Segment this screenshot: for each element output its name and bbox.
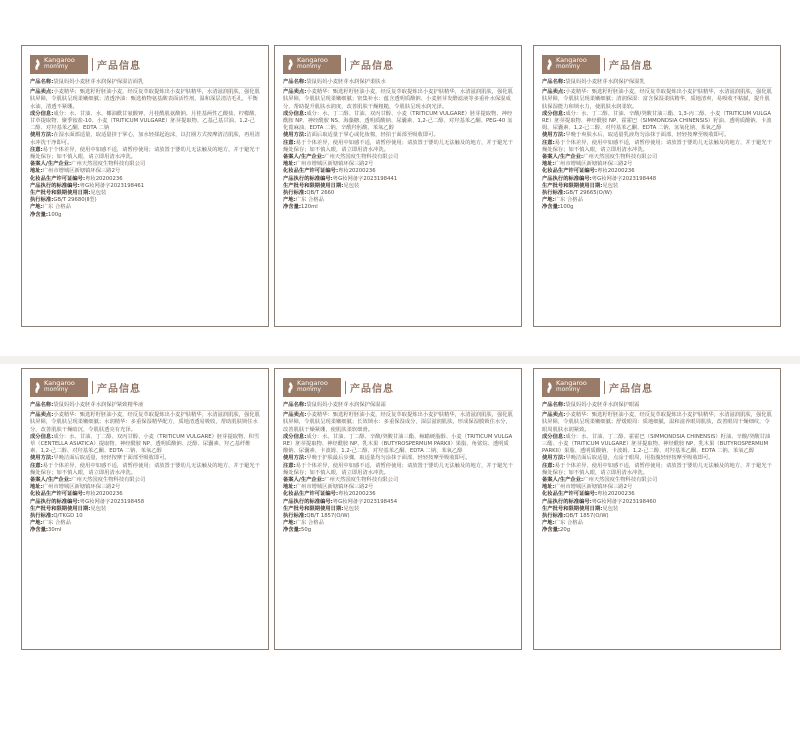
section-title: 产品信息	[97, 60, 141, 72]
header-divider	[92, 58, 93, 71]
info-row	[542, 455, 772, 462]
info-value: 小麦精华：甄选籽籽胚油小麦，经反复萃取提炼出小麦护肤精华，水清滋润肌肤，强化肌肤屏障，令肌肤呈现柔嫩细腻；舒缓眼周：质地细腻，温和滋养眼周肌肤，改善眼周干燥细纹，令眼周肌肤水润紧致。	[542, 412, 772, 433]
info-label: 成分信息:	[30, 433, 54, 440]
info-label: 净含量:	[283, 204, 302, 211]
info-label: 备案人/生产企业:	[542, 154, 584, 161]
card-header	[542, 53, 772, 75]
info-row	[30, 212, 260, 219]
info-label: 注意:	[542, 462, 555, 469]
info-value: 粤G妆网备字2023198448	[591, 175, 657, 182]
info-label: 地址:	[542, 484, 555, 491]
info-label: 产品卖点:	[283, 412, 307, 419]
info-label: 净含量:	[283, 527, 302, 534]
info-row	[30, 176, 260, 183]
kangaroo-icon	[545, 381, 554, 394]
brand-sub: mommy	[297, 387, 321, 393]
card-header	[30, 53, 260, 75]
info-row	[283, 204, 513, 211]
info-value: 广州天然国度生物科技有限公司	[583, 477, 658, 484]
header-divider	[604, 381, 605, 394]
info-value: 见包装	[602, 182, 619, 189]
info-label: 产品卖点:	[542, 412, 566, 419]
info-value: 120ml	[301, 204, 318, 211]
info-label: 生产批号和限期使用日期:	[30, 505, 91, 512]
product-card	[533, 368, 781, 650]
brand-name: Kangaroo	[556, 56, 587, 64]
brand-sub: mommy	[556, 387, 580, 393]
info-label: 备案人/生产企业:	[30, 477, 72, 484]
brand-name: Kangaroo	[297, 56, 328, 64]
info-value: 洁面后取适量于掌心或化妆棉，轻拍于面部至吸收即可。	[306, 132, 439, 139]
info-label: 产品卖点:	[542, 89, 566, 96]
info-row	[542, 132, 772, 139]
info-value: 袋鼠妈妈小麦胚芽水润保护柔肤水	[306, 79, 386, 85]
info-value: 粤妆20200236	[338, 168, 376, 175]
info-row	[283, 491, 513, 498]
info-row	[283, 527, 513, 534]
info-value: 广州天然国度生物科技有限公司	[324, 477, 399, 484]
info-label: 产品名称:	[283, 79, 307, 85]
info-label: 使用方法:	[30, 455, 54, 462]
info-row	[30, 204, 260, 211]
info-value: 粤G妆网备字2023198454	[332, 498, 398, 505]
info-row	[30, 463, 260, 477]
brand-logo	[30, 55, 88, 74]
info-value: 广州市增城区新塘镇环保三路2号	[42, 484, 121, 491]
info-value: 易于个体差异，使用中如感不适，请暂停使用；请放置于婴幼儿无法触及的地方，并于避光干燥处保存；如不慎入眼，请立即用清水冲洗。	[30, 146, 260, 161]
info-value: 粤妆20200236	[338, 491, 376, 498]
info-label: 产地:	[542, 197, 555, 204]
brand-name: Kangaroo	[44, 379, 75, 387]
kangaroo-icon	[33, 381, 42, 394]
info-row	[542, 520, 772, 527]
info-label: 生产批号和限期使用日期:	[283, 182, 344, 189]
info-row	[542, 79, 772, 88]
brand-sub: mommy	[44, 64, 68, 70]
info-row	[283, 412, 513, 434]
info-value: QB/T 2660	[306, 190, 335, 197]
info-label: 净含量:	[542, 527, 561, 534]
info-value: 广州市增城区新塘镇环保三路2号	[554, 161, 633, 168]
info-label: 执行标准:	[30, 197, 54, 204]
info-row	[542, 412, 772, 434]
info-value: 粤G妆网备字2023198461	[79, 182, 145, 189]
info-value: 袋鼠妈妈小麦胚芽水润保护保湿乳	[565, 79, 645, 85]
info-label: 备案人/生产企业:	[283, 154, 325, 161]
info-value: 见包装	[602, 505, 619, 512]
info-value: 成分：水、甘油、水、椰油酰甘氨酸钾、月桂酰肌氨酸钠、月桂基两性乙酸盐、柠檬酸、甘草提取物、聚季铵盐-10、小麦（TRITICUM VULGARE）胚芽提取物、乙基己基甘油、1,2-己二醇、对羟基苯乙酮、EDTA 二钠	[30, 110, 260, 132]
info-label: 产品卖点:	[283, 89, 307, 96]
info-label: 产品执行的标准编号:	[30, 498, 80, 505]
info-row	[30, 527, 260, 534]
info-value: 100g	[560, 204, 574, 211]
info-label: 成分信息:	[30, 110, 54, 117]
info-label: 注意:	[30, 462, 43, 469]
info-label: 产品执行的标准编号:	[542, 498, 592, 505]
info-value: 小麦精华：甄选籽籽胚油小麦，经反复萃取提炼出小麦护肤精华，水清滋润肌肤，强化肌肤屏障，令肌肤呈现柔嫩细腻；水润精华：多重保湿精华配方，质地清透易吸收，帮助肌肤锁住水分，改善肌肤干燥暗沉，令肌肤透亮有光泽。	[30, 412, 260, 433]
info-value: 广州市增城区新塘镇环保三路2号	[295, 484, 374, 491]
info-label: 成分信息:	[542, 433, 566, 440]
info-label: 地址:	[283, 161, 296, 168]
info-value: 广州天然国度生物科技有限公司	[71, 161, 146, 168]
brand-logo	[283, 378, 341, 397]
info-value: 早晚于护肤最后步骤，取适量均匀涂抹于面部，轻轻按摩至吸收即可。	[306, 455, 471, 462]
info-value: QB/T 1857(O/W)	[565, 513, 609, 520]
info-value: 广州天然国度生物科技有限公司	[324, 154, 399, 161]
header-divider	[345, 58, 346, 71]
info-row	[542, 183, 772, 190]
info-label: 生产批号和限期使用日期:	[542, 505, 603, 512]
info-row	[30, 132, 260, 146]
info-label: 成分信息:	[283, 110, 307, 117]
info-value: 小麦精华：甄选籽籽胚油小麦，经反复萃取提炼出小麦护肤精华，水清滋润肌肤，强化肌肤屏障，令肌肤呈现柔嫩细腻；长效锁水：多重保湿成分，深层滋润肌肤，形成保湿膜锁住水分，改善肌肤干燥紧绷，使肌肤柔软细滑。	[283, 412, 513, 433]
info-value: 粤妆20200236	[85, 491, 123, 498]
info-value: 成分：水、丁二醇、甘油、辛酸/癸酸甘油三酯、1,3-丙二醇、小麦（TRITICUM VULGARE）胚芽提取物、神经酰胺 NP、霍霍巴（SIMMONDSIA CHINENSIS）籽油、透明质酸钠、卡波姆、尿囊素、1,2-己二醇、对羟基苯乙酮、EDTA 二钠、氢氧化钠、苯氧乙醇	[542, 110, 772, 132]
info-value: 袋鼠妈妈小麦胚芽水润保护紧致精华液	[53, 402, 144, 408]
product-card	[274, 45, 522, 327]
info-value: 广东 合格品	[295, 520, 324, 527]
brand-sub: mommy	[556, 64, 580, 70]
section-title: 产品信息	[609, 383, 653, 395]
info-row	[542, 111, 772, 133]
info-label: 产品卖点:	[30, 412, 54, 419]
info-value: 50g	[301, 527, 312, 534]
info-value: 易于个体差异，使用中如感不适，请暂停使用；请放置于婴幼儿无法触及的地方，并于避光干燥处保存；如不慎入眼，请立即用清水冲洗。	[283, 139, 513, 153]
info-value: 成分：水、丁二醇、甘油、双丙甘醇、小麦（TRITICUM VULGARE）胚芽提取物、神经酰胺 NP、神经酰胺 NS、海藻糖、透明质酸钠、尿囊素、1,2-己二醇、对羟基苯乙酮、PEG-40 氢化蓖麻油、EDTA 二钠、辛酰羟肟酸、苯氧乙醇	[283, 110, 513, 132]
info-label: 使用方法:	[283, 132, 307, 139]
info-label: 产品名称:	[283, 402, 307, 408]
info-value: 见包装	[90, 505, 107, 512]
info-value: 易于个体差异，使用中如感不适，请暂停使用；请放置于婴幼儿无法触及的地方，并于避光干燥处保存；如不慎入眼，请立即用清水冲洗。	[542, 139, 772, 153]
info-label: 产地:	[283, 520, 296, 527]
section-title: 产品信息	[609, 60, 653, 72]
info-row	[283, 455, 513, 462]
info-label: 注意:	[283, 139, 296, 146]
info-row	[542, 204, 772, 211]
card-header	[542, 376, 772, 398]
info-label: 化妆品生产许可证编号:	[30, 491, 86, 498]
info-row	[542, 89, 772, 111]
info-label: 化妆品生产许可证编号:	[283, 168, 339, 175]
info-row	[283, 89, 513, 111]
info-label: 执行标准:	[542, 513, 566, 520]
info-row	[542, 140, 772, 154]
info-value: 早晚于爽肤水后，取适量乳液均匀涂抹于面部，轻轻按摩至吸收即可。	[565, 132, 730, 139]
info-row	[283, 520, 513, 527]
info-label: 产地:	[30, 204, 43, 211]
info-label: 产品名称:	[542, 79, 566, 85]
info-row	[283, 402, 513, 411]
info-label: 产地:	[542, 520, 555, 527]
row-separator	[0, 356, 800, 364]
info-value: 袋鼠妈妈小麦胚芽水润保护保湿霜	[306, 402, 386, 408]
section-title: 产品信息	[350, 60, 394, 72]
info-label: 生产批号和限期使用日期:	[542, 182, 603, 189]
info-value: Q/TKGD 10	[53, 513, 83, 520]
header-divider	[604, 58, 605, 71]
info-row	[283, 183, 513, 190]
header-divider	[92, 381, 93, 394]
info-label: 使用方法:	[542, 455, 566, 462]
info-label: 执行标准:	[283, 513, 307, 520]
info-value: 成分：水、甘油、丁二醇、双丙甘醇、小麦（TRITICUM VULGARE）胚芽提取物、积雪草（CENTELLA ASIATICA）提取物、神经酰胺 NP、透明质酸钠、泛醇、尿囊素、羟乙基纤维素、1,2-己二醇、对羟基苯乙酮、EDTA 二钠、苯氧乙醇	[30, 433, 260, 455]
info-row	[30, 89, 260, 111]
info-value: 20g	[560, 527, 571, 534]
info-value: 易于个体差异，使用中如感不适，请暂停使用；请放置于婴幼儿无法触及的地方，并于避光干燥处保存；如不慎入眼，请立即用清水冲洗。	[542, 462, 772, 476]
header-divider	[345, 381, 346, 394]
info-row	[283, 463, 513, 477]
info-label: 产品执行的标准编号:	[283, 175, 333, 182]
info-label: 地址:	[30, 484, 43, 491]
info-label: 净含量:	[30, 211, 49, 218]
info-row	[542, 434, 772, 456]
info-row	[283, 168, 513, 175]
brand-sub: mommy	[297, 64, 321, 70]
info-value: 30ml	[48, 527, 62, 534]
info-label: 产品执行的标准编号:	[30, 182, 80, 189]
info-row	[283, 176, 513, 183]
card-header	[30, 376, 260, 398]
info-label: 产品执行的标准编号:	[542, 175, 592, 182]
info-value: 粤妆20200236	[597, 491, 635, 498]
info-value: 100g	[48, 211, 62, 218]
info-value: 小麦精华：甄选籽籽胚油小麦，经反复萃取提炼出小麦护肤精华，水清滋润肌肤，强化肌肤屏障，令肌肤呈现柔嫩细腻；密集补水：蕴含透明质酸钠、小麦胚芽发酵滤液等多重补水保湿成分，帮助提升肌肤水润度，改善肌肤干燥粗糙，令肌肤呈现水润光泽。	[283, 89, 513, 110]
info-row	[542, 491, 772, 498]
info-value: 见包装	[90, 190, 107, 197]
info-row	[30, 183, 260, 190]
info-row	[30, 455, 260, 462]
info-value: 粤G妆网备字2023198458	[79, 498, 145, 505]
kangaroo-icon	[286, 381, 295, 394]
info-value: 广州天然国度生物科技有限公司	[583, 154, 658, 161]
info-value: 粤妆20200236	[85, 175, 123, 182]
section-title: 产品信息	[97, 383, 141, 395]
info-label: 产品名称:	[30, 79, 54, 85]
info-value: GB/T 29680(Ⅱ型)	[53, 197, 97, 204]
info-label: 净含量:	[30, 527, 49, 534]
info-row	[283, 111, 513, 133]
product-card	[533, 45, 781, 327]
info-row	[542, 499, 772, 506]
product-card	[21, 45, 269, 327]
info-value: 袋鼠妈妈小麦胚芽水润保护眼霜	[565, 402, 640, 408]
kangaroo-icon	[545, 58, 554, 71]
info-label: 成分信息:	[283, 433, 307, 440]
info-label: 备案人/生产企业:	[30, 161, 72, 168]
info-value: 广东 合格品	[554, 197, 583, 204]
info-row	[542, 506, 772, 513]
info-label: 备案人/生产企业:	[542, 477, 584, 484]
info-label: 执行标准:	[30, 513, 54, 520]
info-label: 产品卖点:	[30, 89, 54, 96]
info-label: 化妆品生产许可证编号:	[30, 175, 86, 182]
info-label: 地址:	[30, 168, 43, 175]
info-row	[30, 79, 260, 88]
kangaroo-icon	[33, 58, 42, 71]
info-row	[30, 491, 260, 498]
info-value: 粤G妆网备字2023198460	[591, 498, 657, 505]
info-row	[30, 147, 260, 161]
info-value: 早晚洁面后取适量，轻轻按摩于面部至吸收即可。	[53, 455, 170, 462]
info-value: 广州市增城区新塘镇环保三路2号	[554, 484, 633, 491]
brand-name: Kangaroo	[556, 379, 587, 387]
info-value: 广东 合格品	[295, 197, 324, 204]
info-row	[542, 176, 772, 183]
info-value: 早晚洁面后取适量，点涂于眼周，用指腹轻轻按摩至吸收即可。	[565, 455, 714, 462]
info-label: 净含量:	[542, 204, 561, 211]
info-value: 广东 合格品	[42, 204, 71, 211]
info-label: 产品名称:	[30, 402, 54, 408]
info-value: 见包装	[343, 182, 360, 189]
info-label: 注意:	[542, 139, 555, 146]
info-row	[283, 140, 513, 154]
info-value: 成分：水、甘油、丁二醇、霍霍巴（SIMMONDSIA CHINENSIS）籽油、辛酸/癸酸甘油三酯、小麦（TRITICUM VULGARE）胚芽提取物、神经酰胺 NP、乳木果（BUTYROSPERMUM PARKII）果脂、透明质酸钠、卡波姆、1,2-己二醇、对羟基苯乙酮、EDTA 二钠、苯氧乙醇	[542, 433, 771, 455]
info-row	[30, 111, 260, 133]
info-row	[30, 402, 260, 411]
info-row	[542, 463, 772, 477]
info-value: 广东 合格品	[42, 520, 71, 527]
brand-logo	[542, 55, 600, 74]
info-value: 广东 合格品	[554, 520, 583, 527]
info-value: QB/T 1857(O/W)	[306, 513, 350, 520]
product-card	[21, 368, 269, 650]
info-label: 产地:	[283, 197, 296, 204]
info-value: 粤G妆网备字2023198441	[332, 175, 398, 182]
info-row	[30, 168, 260, 175]
info-label: 化妆品生产许可证编号:	[542, 168, 598, 175]
info-value: 袋鼠妈妈小麦胚芽水润保护保湿洁面乳	[53, 79, 144, 85]
info-value: 小麦精华：甄选籽籽胚油小麦，经反复萃取提炼出小麦护肤精华，水清滋润肌肤，强化肌肤屏障，令肌肤呈现柔嫩细腻；清润保湿：富含保湿柔肤精华，质地清爽，易吸收不粘腻，提升肌肤保湿能力和锁水力，使肌肤水润柔软。	[542, 89, 772, 110]
product-card	[274, 368, 522, 650]
info-row	[283, 132, 513, 139]
brand-sub: mommy	[44, 387, 68, 393]
info-label: 地址:	[542, 161, 555, 168]
info-row	[30, 499, 260, 506]
info-label: 注意:	[283, 462, 296, 469]
info-value: 广州天然国度生物科技有限公司	[71, 477, 146, 484]
info-value: 易于个体差异，使用中如感不适，请暂停使用；请放置于婴幼儿无法触及的地方，并于避光干燥处保存；如不慎入眼，请立即用清水冲洗。	[283, 462, 513, 476]
info-label: 产地:	[30, 520, 43, 527]
info-label: 使用方法:	[30, 132, 54, 139]
info-label: 使用方法:	[283, 455, 307, 462]
brand-name: Kangaroo	[297, 379, 328, 387]
info-row	[542, 168, 772, 175]
info-value: 易于个体差异，使用中如感不适，请暂停使用；请放置于婴幼儿无法触及的地方，并于避光干燥处保存；如不慎入眼，请立即用清水冲洗。	[30, 462, 260, 476]
brand-logo	[283, 55, 341, 74]
brand-name: Kangaroo	[44, 56, 75, 64]
card-header	[283, 376, 513, 398]
info-row	[30, 434, 260, 456]
info-label: 执行标准:	[542, 190, 566, 197]
info-value: 在湿水面部适量，取适量挤于掌心，加水轻揉起泡沫，以打圈方式按摩清洁肌肤，再用清水冲洗干净即可。	[30, 132, 260, 146]
info-row	[542, 527, 772, 534]
section-title: 产品信息	[350, 383, 394, 395]
card-header	[283, 53, 513, 75]
info-label: 备案人/生产企业:	[283, 477, 325, 484]
info-value: 小麦精华；甄选籽籽胚油小麦，经反复萃取提炼出小麦护肤精华，水清滋润肌肤，强化肌肤屏障，令肌肤呈现柔嫩细腻；清透净油：甄选植物氨基酸表面活性剂，温和深层清洁毛孔，平衡水油，清透不紧绷。	[30, 89, 260, 110]
info-value: 广州市增城区新塘镇环保三路2号	[295, 161, 374, 168]
brand-logo	[542, 378, 600, 397]
info-label: 产品执行的标准编号:	[283, 498, 333, 505]
info-value: 粤妆20200236	[597, 168, 635, 175]
info-value: 广州市增城区新塘镇环保三路2号	[42, 168, 121, 175]
info-row	[283, 506, 513, 513]
info-label: 化妆品生产许可证编号:	[283, 491, 339, 498]
info-row	[30, 506, 260, 513]
info-row	[283, 79, 513, 88]
info-row	[283, 434, 513, 456]
info-label: 执行标准:	[283, 190, 307, 197]
brand-logo	[30, 378, 88, 397]
info-label: 使用方法:	[542, 132, 566, 139]
kangaroo-icon	[286, 58, 295, 71]
info-row	[30, 412, 260, 434]
info-row	[30, 520, 260, 527]
info-label: 注意:	[30, 146, 43, 153]
info-label: 生产批号和限期使用日期:	[283, 505, 344, 512]
info-label: 产品名称:	[542, 402, 566, 408]
info-label: 成分信息:	[542, 110, 566, 117]
info-value: GB/T 29665(O/W)	[565, 190, 612, 197]
info-label: 生产批号和限期使用日期:	[30, 190, 91, 197]
info-row	[542, 402, 772, 411]
info-label: 化妆品生产许可证编号:	[542, 491, 598, 498]
info-row	[542, 197, 772, 204]
info-value: 成分：水、甘油、丁二醇、辛酸/癸酸甘油三酯、鲸蜡硬脂醇、小麦（TRITICUM VULGARE）胚芽提取物、神经酰胺 NP、乳木果（BUTYROSPERMUM PARKII）果脂、角鲨烷、透明质酸钠、尿囊素、卡波姆、1,2-己二醇、对羟基苯乙酮、EDTA 二钠、苯氧乙醇	[283, 433, 513, 455]
info-row	[283, 499, 513, 506]
info-value: 见包装	[343, 505, 360, 512]
info-label: 地址:	[283, 484, 296, 491]
